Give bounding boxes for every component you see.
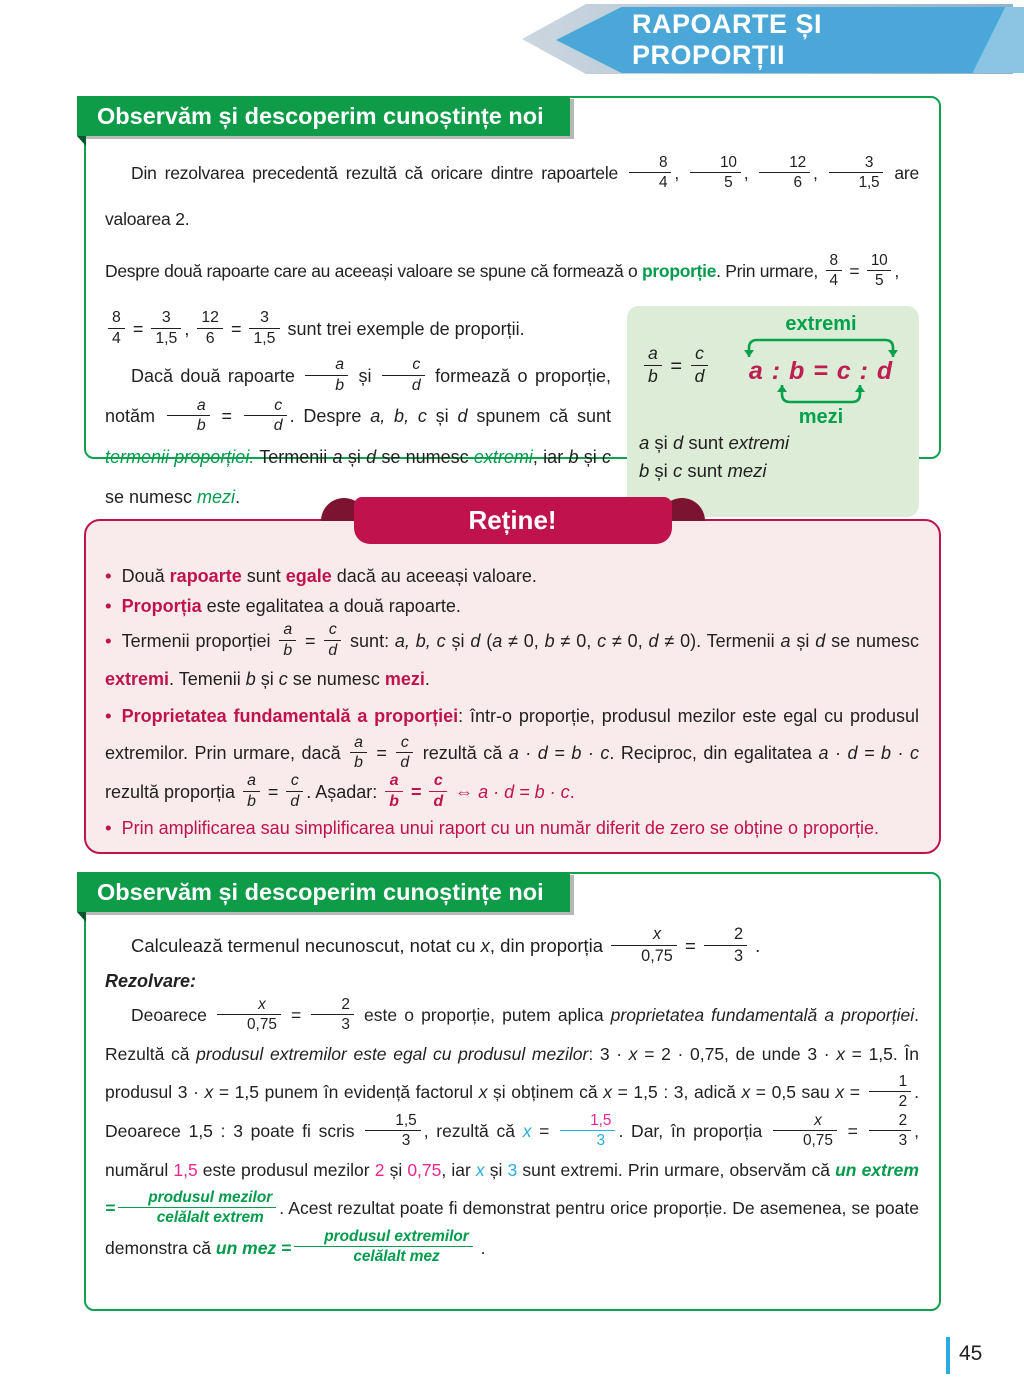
- text-run: extremi: [473, 446, 533, 467]
- text-run: =: [369, 743, 394, 764]
- fraction-numerator: c: [412, 356, 421, 374]
- two-column-row: [105, 306, 919, 517]
- bullet-icon: •: [105, 596, 112, 617]
- fraction: [324, 621, 341, 659]
- text-run: sunt trei exemple de proporții.: [282, 319, 525, 339]
- text-run: =: [531, 1121, 558, 1142]
- bullet-item: [105, 815, 919, 842]
- text-run: 0,75: [407, 1160, 442, 1181]
- text-run: a, b, c: [394, 631, 446, 651]
- proportion-infobox: [627, 306, 919, 517]
- text-run: x: [204, 1082, 214, 1103]
- text-run: . Dar, în proporția: [618, 1121, 770, 1142]
- fraction-numerator: c: [290, 771, 299, 789]
- fraction-denominator: b: [279, 640, 296, 660]
- text-run: mezi: [384, 669, 425, 690]
- text-run: Dacă două rapoarte: [131, 366, 303, 386]
- fraction: [305, 356, 348, 394]
- fraction-denominator: 0,75: [773, 1130, 837, 1149]
- text-run: ,: [743, 163, 757, 183]
- text-run: , rezultă că: [423, 1121, 523, 1142]
- fraction-denominator: b: [644, 365, 662, 387]
- text-run: ,: [894, 261, 899, 281]
- fraction: [118, 1189, 276, 1227]
- tab-fold-shape: [77, 136, 86, 146]
- text-run: și: [445, 631, 471, 651]
- text-run: rezultă că: [416, 743, 509, 764]
- fraction-denominator: 3: [560, 1130, 615, 1149]
- paragraph: [105, 924, 919, 968]
- text-run: = 1,5 punem în evidență factorul: [213, 1082, 479, 1103]
- text-run: , iar: [441, 1160, 476, 1181]
- fraction-numerator: a: [389, 771, 399, 789]
- fraction-denominator: 2: [869, 1091, 912, 1110]
- text-run: = 0,5 sau: [750, 1082, 836, 1103]
- fraction-denominator: 0,75: [217, 1014, 281, 1033]
- text-run: Prin amplificarea sau simplificarea unui raport cu un număr diferit de zero se obține o proporție.: [121, 818, 880, 839]
- proportion-colon-formula: a : b = c : d: [748, 357, 894, 385]
- bullet-icon: •: [105, 566, 112, 587]
- text-run: proprietatea fundamentală a proporției: [610, 1005, 915, 1025]
- fraction: [869, 1073, 912, 1111]
- fraction-denominator: d: [324, 640, 341, 660]
- text-run: d: [470, 631, 481, 651]
- text-run: c: [601, 446, 611, 467]
- fraction: [826, 252, 842, 290]
- bullet-item: [105, 698, 919, 812]
- fraction: [429, 772, 447, 810]
- text-run: egale: [285, 566, 332, 586]
- fraction: [279, 621, 296, 659]
- text-run: se numesc: [105, 486, 198, 507]
- text-run: și: [255, 669, 279, 690]
- text-run: se numesc: [825, 631, 919, 651]
- text-run: sunt:: [344, 631, 395, 651]
- text-run: și: [578, 446, 602, 467]
- text-run: . Despre: [289, 406, 371, 427]
- fraction-denominator: 1,5: [829, 172, 884, 191]
- fraction-denominator: 3: [869, 1130, 912, 1149]
- fraction: [773, 1112, 837, 1150]
- text-run: 3: [507, 1160, 518, 1181]
- text-run: Proprietatea fundamentală a proporției: [121, 706, 459, 727]
- fraction-numerator: 1,5: [590, 1111, 612, 1129]
- text-run: proporție: [642, 261, 717, 281]
- fraction: [217, 996, 281, 1034]
- text-run: =: [839, 1121, 866, 1142]
- bullet-icon: •: [105, 818, 112, 840]
- text-run: . Deoarece 1,5 : 3 poate fi scris: [105, 1082, 920, 1142]
- fraction-denominator: celălalt mez: [294, 1246, 473, 1265]
- text-run: se numesc: [287, 669, 385, 690]
- text-run: și: [426, 406, 458, 427]
- text-run: d: [457, 406, 468, 427]
- text-run: Proporția: [121, 596, 202, 616]
- section-content: [86, 98, 939, 517]
- fraction: [382, 356, 425, 394]
- text-run: sunt: [683, 432, 729, 453]
- text-run: =: [225, 319, 247, 339]
- text-run: rapoarte: [169, 566, 242, 586]
- text-run: ≠ 0,: [554, 631, 598, 651]
- text-run: , iar: [532, 446, 569, 467]
- text-run: a · d = b · c: [478, 781, 570, 802]
- page-number-bar: [946, 1337, 950, 1374]
- fraction-denominator: d: [286, 791, 303, 811]
- text-run: : într-o proporție, produsul mezilor este egal cu produsul extremilor. Prin urmare, dacă: [105, 706, 919, 764]
- text-run: =: [844, 1082, 866, 1103]
- fraction-numerator: 1,5: [395, 1111, 417, 1129]
- fraction: [197, 309, 223, 347]
- text-run: a · d = b · c: [508, 743, 610, 764]
- text-run: produsul extremilor este egal cu produsul mezilor: [196, 1044, 589, 1065]
- text-run: .: [569, 781, 575, 802]
- text-run: . Temenii: [169, 669, 246, 690]
- text-run: a: [332, 446, 343, 467]
- fraction-numerator: 2: [898, 1111, 908, 1129]
- text-run: . Prin urmare,: [716, 261, 823, 281]
- text-run: =: [127, 319, 149, 339]
- text-run: = 1,5 : 3, adică: [611, 1082, 742, 1103]
- fraction: [560, 1112, 615, 1150]
- mezi-definition-line: [639, 458, 907, 484]
- fraction-numerator: c: [433, 771, 443, 789]
- text-run: x: [603, 1082, 612, 1103]
- text-run: a: [492, 631, 503, 651]
- section-header-tab: Observăm și descoperim cunoștințe noi: [77, 96, 570, 136]
- mezi-label: mezi: [798, 406, 844, 428]
- text-run: a · d = b · c: [818, 743, 919, 764]
- text-run: și: [649, 432, 673, 453]
- fraction-denominator: 0,75: [611, 945, 677, 965]
- text-run: extremi: [105, 669, 170, 690]
- text-run: ,: [184, 319, 195, 339]
- fraction-denominator: d: [691, 365, 709, 387]
- text-run: Din rezolvarea precedentă rezultă că oricare dintre rapoartele: [131, 163, 626, 183]
- fraction-numerator: 3: [260, 309, 269, 327]
- fraction-numerator: produsul extremilor: [324, 1228, 469, 1246]
- left-column: [105, 306, 611, 517]
- text-run: .: [475, 1237, 486, 1258]
- proportion-fraction: [641, 343, 711, 428]
- text-run: și: [384, 1160, 408, 1181]
- text-run: (: [480, 631, 493, 651]
- text-run: x: [480, 935, 490, 956]
- fraction-numerator: c: [695, 343, 704, 363]
- fraction-numerator: a: [335, 356, 345, 374]
- text-run: a: [780, 631, 791, 651]
- text-run: .: [749, 935, 761, 956]
- bullet-icon: •: [105, 706, 112, 728]
- text-run: a, b, c: [370, 406, 427, 427]
- text-run: și: [790, 631, 816, 651]
- retine-tab: Reține!: [354, 497, 672, 544]
- bullet-icon: •: [105, 631, 112, 652]
- fraction-numerator: a: [354, 733, 363, 751]
- rezolvare-label: Rezolvare:: [105, 971, 197, 991]
- text-run: c: [672, 460, 683, 481]
- text-run: este egalitatea a două rapoarte.: [201, 596, 461, 616]
- paragraph: [105, 356, 611, 517]
- text-run: x: [835, 1082, 845, 1103]
- fraction-denominator: d: [429, 791, 447, 811]
- section-header-tab: Observăm și descoperim cunoștințe noi: [77, 872, 570, 912]
- fraction-numerator: 12: [201, 309, 219, 327]
- fraction-numerator: 12: [789, 153, 807, 171]
- section-observam-2: [84, 872, 941, 1311]
- text-run: sunt: [682, 460, 728, 481]
- text-run: =: [299, 631, 322, 651]
- fraction-numerator: 8: [112, 309, 121, 327]
- fraction: [867, 252, 892, 290]
- fraction-denominator: d: [382, 375, 425, 395]
- text-run: c: [597, 631, 607, 651]
- text-run: =: [664, 355, 688, 378]
- section-content: [86, 874, 939, 1268]
- fraction: [350, 734, 367, 772]
- fraction-numerator: a: [648, 343, 658, 363]
- text-run: un extrem =: [105, 1160, 919, 1219]
- bullet-item: [105, 563, 919, 590]
- fraction: [249, 309, 279, 347]
- extremi-definition-line: [639, 430, 907, 456]
- text-run: b: [639, 460, 650, 481]
- text-run: Despre două rapoarte care au aceeași valoare se spune că formează o: [105, 261, 643, 281]
- text-run: sunt extremi. Prin urmare, observăm că: [517, 1160, 836, 1181]
- fraction: [365, 1112, 420, 1150]
- fraction-denominator: b: [350, 752, 367, 772]
- fraction: [759, 154, 810, 192]
- text-run: se numesc: [376, 446, 474, 467]
- text-run: mezi: [197, 486, 236, 507]
- fraction-denominator: 4: [826, 270, 842, 289]
- text-run: a: [639, 432, 650, 453]
- text-run: și: [649, 460, 673, 481]
- text-run: d: [648, 631, 659, 651]
- fraction-denominator: 3: [311, 1014, 354, 1033]
- fraction-numerator: 1: [898, 1072, 908, 1090]
- section-observam-1: [84, 96, 941, 507]
- text-run: =: [405, 781, 427, 802]
- fraction: [396, 734, 413, 772]
- paragraph: [105, 248, 919, 294]
- text-run: și: [351, 366, 379, 386]
- text-run: ,: [674, 163, 687, 183]
- text-run: x: [478, 1082, 488, 1103]
- text-run: d: [672, 432, 684, 453]
- text-run: b: [568, 446, 579, 467]
- fraction: [629, 154, 671, 192]
- page-number: 45: [959, 1342, 983, 1365]
- fraction-numerator: a: [283, 621, 293, 639]
- fraction-denominator: 6: [759, 172, 810, 191]
- fraction: [385, 772, 403, 810]
- fraction: [286, 772, 303, 810]
- paragraph: [105, 996, 919, 1268]
- fraction-denominator: 3: [365, 1130, 420, 1149]
- text-run: ≠ 0,: [502, 631, 545, 651]
- fraction-numerator: 3: [161, 309, 171, 327]
- fraction-denominator: 4: [629, 172, 671, 191]
- text-run: . Acest rezultat poate fi demonstrat pentru orice proporție. De asemenea, se poate demonstra că: [105, 1198, 919, 1258]
- chapter-banner: [556, 7, 1024, 73]
- text-run: ⇔: [450, 781, 479, 802]
- text-run: Calculează termenul necunoscut, notat cu: [131, 935, 481, 956]
- fraction: [691, 344, 709, 386]
- text-run: un mez =: [215, 1237, 292, 1258]
- text-run: . Reciproc, din egalitatea: [609, 743, 819, 764]
- fraction-denominator: d: [396, 752, 413, 772]
- text-run: : 3 ·: [588, 1044, 629, 1065]
- fraction-denominator: 5: [867, 270, 892, 289]
- fraction-numerator: x: [814, 1111, 822, 1129]
- fraction-denominator: 6: [197, 328, 223, 348]
- text-run: 1,5: [173, 1160, 198, 1181]
- text-run: d: [366, 446, 377, 467]
- fraction-denominator: celălalt extrem: [118, 1207, 276, 1226]
- fraction-numerator: 8: [658, 153, 668, 171]
- text-run: =: [679, 935, 701, 956]
- text-run: și: [342, 446, 367, 467]
- text-run: x: [522, 1121, 532, 1142]
- bullet-item: [105, 623, 919, 698]
- paragraph: [105, 150, 919, 242]
- fraction: [151, 309, 181, 347]
- text-run: = 1,5. În produsul 3 ·: [105, 1044, 920, 1103]
- fraction-numerator: 10: [719, 153, 737, 171]
- text-run: Termenii: [254, 446, 333, 467]
- fraction-numerator: x: [258, 995, 266, 1013]
- text-run: și obținem că: [487, 1082, 604, 1103]
- text-run: b: [245, 669, 256, 690]
- fraction-denominator: 4: [108, 328, 125, 348]
- text-run: termenii proporției.: [105, 446, 255, 467]
- text-run: . Așadar:: [306, 781, 383, 802]
- text-run: =: [283, 1005, 309, 1025]
- text-run: =: [212, 406, 241, 427]
- text-run: x: [836, 1044, 845, 1065]
- text-run: și: [484, 1160, 508, 1181]
- text-run: d: [815, 631, 826, 651]
- fraction: [167, 397, 210, 435]
- fraction: [869, 1112, 912, 1150]
- bullet-item: [105, 593, 919, 620]
- text-run: , din proporția: [489, 935, 609, 956]
- infobox-top-row: [639, 314, 907, 428]
- text-run: formează o proporție, notăm: [105, 366, 611, 427]
- fraction-denominator: b: [305, 375, 348, 395]
- text-run: x: [475, 1160, 485, 1181]
- fraction-numerator: produsul mezilor: [148, 1189, 273, 1206]
- fraction-numerator: x: [652, 925, 662, 944]
- tab-fold-shape: [77, 912, 86, 922]
- paragraph: [105, 306, 611, 352]
- extremi-mezi-diagram: [735, 314, 907, 428]
- fraction-denominator: d: [244, 415, 287, 435]
- mezi-bracket-icon: [775, 385, 867, 407]
- text-run: dacă au aceeași valoare.: [331, 566, 537, 586]
- fraction: [644, 344, 662, 386]
- text-run: este produsul mezilor: [197, 1160, 375, 1181]
- fraction-numerator: 2: [341, 995, 350, 1013]
- fraction-numerator: a: [196, 396, 206, 414]
- text-run: Deoarece: [131, 1005, 214, 1025]
- fraction-numerator: c: [274, 396, 283, 414]
- text-run: Două: [121, 566, 170, 586]
- text-run: .: [424, 669, 430, 690]
- fraction-numerator: a: [247, 771, 256, 789]
- text-run: mezi: [727, 460, 767, 481]
- text-run: ≠ 0). Termenii: [658, 631, 781, 651]
- text-run: ,: [813, 163, 826, 183]
- fraction-denominator: 3: [704, 945, 747, 965]
- text-run: = 2 · 0,75, de unde 3 ·: [637, 1044, 837, 1065]
- text-run: =: [262, 781, 284, 802]
- text-run: x: [628, 1044, 638, 1065]
- fraction: [704, 925, 747, 964]
- text-run: sunt: [241, 566, 286, 586]
- fraction-denominator: b: [243, 791, 260, 811]
- fraction: [829, 154, 884, 192]
- fraction-denominator: 1,5: [151, 328, 181, 348]
- extremi-bracket-icon: [742, 335, 900, 357]
- text-run: , numărul: [105, 1121, 919, 1181]
- text-run: are valoarea 2.: [105, 163, 920, 229]
- fraction-denominator: b: [385, 791, 403, 811]
- fraction: [108, 309, 125, 347]
- fraction-numerator: c: [400, 733, 409, 751]
- text-run: =: [844, 261, 864, 281]
- text-run: 2: [374, 1160, 385, 1181]
- fraction-denominator: b: [167, 415, 210, 435]
- fraction-denominator: 5: [690, 172, 741, 191]
- text-run: x: [741, 1082, 751, 1103]
- fraction-numerator: 3: [864, 153, 874, 171]
- chapter-title: RAPOARTE ȘI PROPORȚII: [632, 9, 823, 70]
- fraction-numerator: 8: [829, 251, 838, 269]
- fraction: [311, 996, 354, 1034]
- fraction: [611, 925, 677, 964]
- fraction-numerator: c: [328, 621, 337, 639]
- text-run: spunem că sunt: [467, 406, 612, 427]
- text-run: c: [278, 669, 288, 690]
- extremi-label: extremi: [785, 313, 857, 335]
- fraction: [244, 397, 287, 435]
- fraction: [690, 154, 741, 192]
- text-run: rezultă proporția: [105, 781, 241, 802]
- text-run: b: [544, 631, 555, 651]
- text-run: . Rezultă că: [105, 1005, 919, 1065]
- text-run: ≠ 0,: [606, 631, 649, 651]
- fraction-denominator: 1,5: [249, 328, 279, 348]
- fraction-numerator: 10: [870, 251, 888, 269]
- fraction: [294, 1228, 473, 1266]
- text-run: Termenii proporției: [121, 631, 277, 651]
- retine-box: [84, 505, 941, 854]
- text-run: .: [235, 486, 241, 507]
- text-run: este o proporție, putem aplica: [356, 1005, 611, 1025]
- fraction-numerator: 2: [733, 925, 743, 944]
- fraction: [243, 772, 260, 810]
- text-run: extremi: [728, 432, 790, 453]
